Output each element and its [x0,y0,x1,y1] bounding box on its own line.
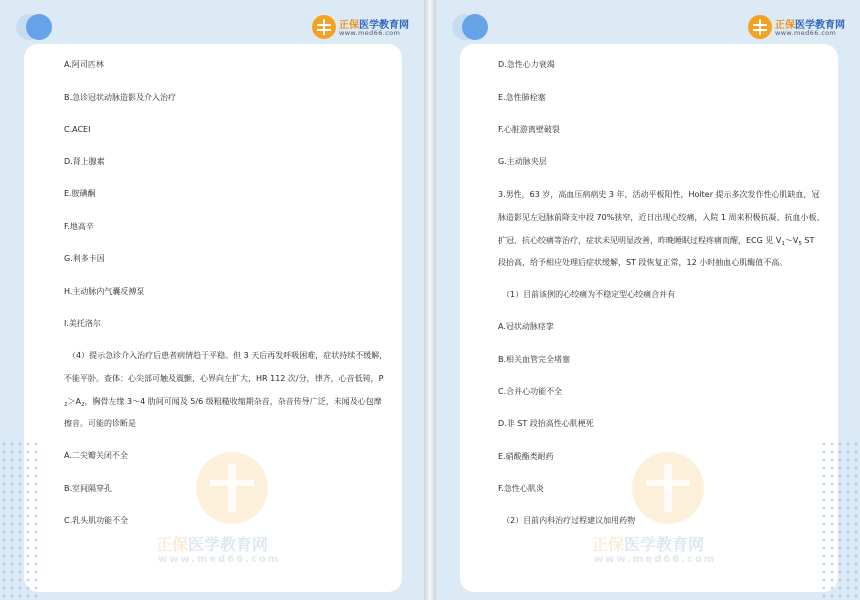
option-line: F.地高辛 [64,222,94,231]
option-line: D.肾上腺素 [64,157,105,166]
option-line: H.主动脉内气囊反搏泵 [64,287,145,296]
option-line: E.急性肺栓塞 [498,93,546,102]
header-decor-circles [452,14,492,40]
option-line: G.主动脉夹层 [498,157,547,166]
option-line: F.急性心肌炎 [498,484,544,493]
right-page: 正保医学教育网 www.med66.com D.急性心力衰竭 E.急性肺栓塞 F.心脏游离壁破裂 G.主动脉夹层 3.男性，63 岁，高血压病病史 3 年，活动平板阳性，Holter 提示多次发作性心肌缺血，冠 脉造影见左冠脉前降支中段 70%狭窄，近日出现心绞痛，入院 1 周来积极抗凝、抗血小板、 扩冠、抗心绞痛等治疗，症状未见明显改善，昨晚睡眠过程疼痛而醒，ECG 见 $V_1\sim V_5$ ST 段抬高，给予相应处理后症状缓解，ST 段恢复正常，12 小时抽血心肌酶值不高。 （1）目前该例的心绞痛为不稳定型心绞痛合并有 A.冠状动脉痉挛 B.相关血管完全堵塞 C.合并心功能不全 D.非 ST 段抬高性心肌梗死 E.硝酸酯类耐药 F.急性心肌炎 （2）目前内科治疗过程建议加用药物 [436,0,860,600]
option-line: C.ACEI [64,125,91,134]
brand-logo [312,14,409,40]
option-line: B.室间隔穿孔 [64,484,113,493]
option-line: A.冠状动脉痉挛 [498,322,554,331]
logo-brand-text: 正保医学教育网 [775,20,845,31]
logo-cross-icon [748,15,772,39]
left-page: 正保医学教育网 www.med66.com A.阿司匹林 B.急诊冠状动脉造影及介入治疗 C.ACEI D.肾上腺素 E.胺碘酮 F.地高辛 G.利多卡因 H.主动脉内气囊反搏泵 I.美托洛尔 （4）提示急诊介入治疗后患者病情趋于平稳。但 3 天后再发呼吸困难，症状持续不缓解， 不能平卧。查体：心尖部可触及震颤，心界向左扩大，HR 112 次/分，律齐，心音低钝，P $_2>A_2$，胸骨左缘 3～4 肋间可闻及 5/6 级粗糙收缩期杂音，杂音传导广泛，未闻及心包摩 擦音。可能的诊断是 A.二尖瓣关闭不全 B.室间隔穿孔 C.乳头肌功能不全 [0,0,424,600]
option-line: B.急诊冠状动脉造影及介入治疗 [64,93,177,102]
option-line: D.非 ST 段抬高性心肌梗死 [498,419,594,428]
option-line: G.利多卡因 [64,254,105,263]
option-line: E.胺碘酮 [64,189,96,198]
logo-url: www.med66.com [339,29,401,37]
option-line: C.乳头肌功能不全 [64,516,129,525]
logo-brand-text: 正保医学教育网 [339,20,409,31]
option-line: I.美托洛尔 [64,319,101,328]
brand-logo [748,14,845,40]
option-line: D.急性心力衰竭 [498,60,555,69]
decor-circle-blue [462,14,488,40]
logo-url: www.med66.com [775,29,837,37]
decor-circle-blue [26,14,52,40]
option-line: A.二尖瓣关闭不全 [64,451,128,460]
option-line: E.硝酸酯类耐药 [498,452,554,461]
option-line: C.合并心功能不全 [498,387,563,396]
question-1: （1）目前该例的心绞痛为不稳定型心绞痛合并有 [502,290,676,299]
question-2: （2）目前内科治疗过程建议加用药物 [502,516,636,525]
logo-cross-icon [312,15,336,39]
header-decor-circles [16,14,56,40]
page-divider [424,0,436,600]
option-line: F.心脏游离壁破裂 [498,125,560,134]
option-line: B.相关血管完全堵塞 [498,355,571,364]
option-line: A.阿司匹林 [64,60,104,69]
